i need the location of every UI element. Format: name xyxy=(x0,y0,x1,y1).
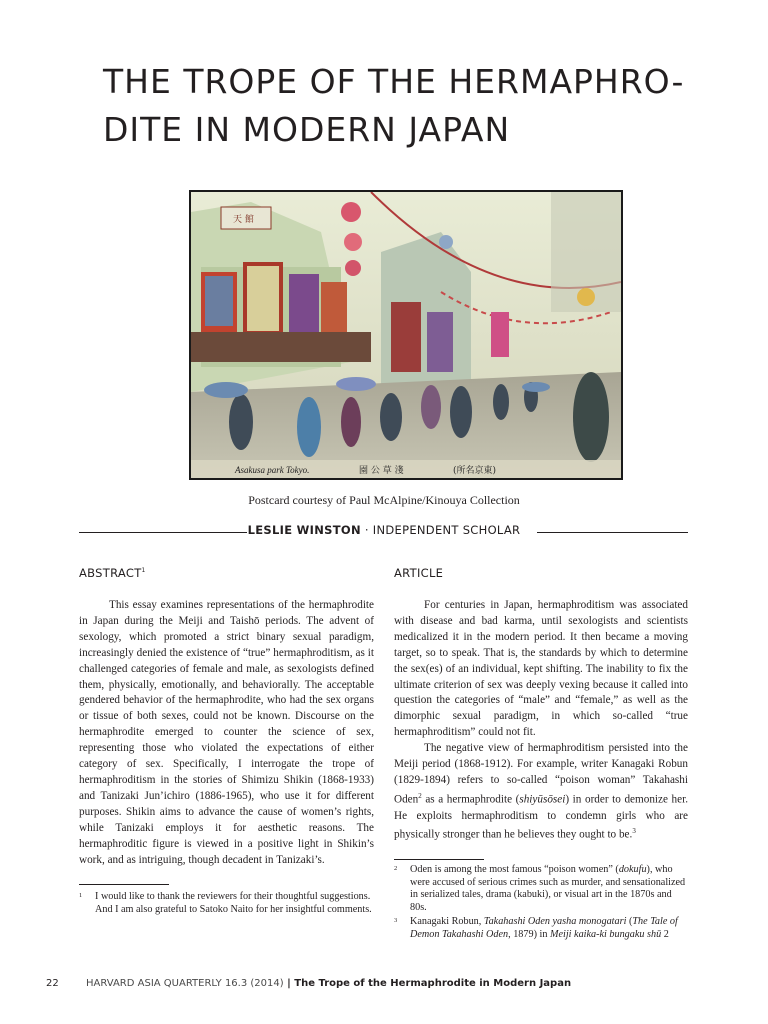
article-paragraph-1: For centuries in Japan, hermaphroditism was associated with disease and bad karma, until sexologists and scientists medicalized it in the modern period. It then became a moving target, so to speak. That is, the standards by which to determine the sex(es) of an individual, kept shifting. The inability to fix the ultimate criterion of sex was deeply vexing because it called into question the categories of “male” and “female,” as well as the dimorphic sexual paradigm, in which so-called “true hermaphroditism” could not fit. xyxy=(394,599,688,739)
title-line-2: DITE IN MODERN JAPAN xyxy=(103,110,511,149)
footnote-2-text xyxy=(394,864,688,914)
footer-separator: | xyxy=(283,978,295,989)
author-affiliation: INDEPENDENT SCHOLAR xyxy=(372,523,521,537)
abstract-paragraph: This essay examines representations of the hermaphrodite in Japan during the Meiji and Taishō periods. The advent of sexology, which promoted a strict binary sexual paradigm, increasingly denied the existence of “true” hermaphroditism, as it challenged categories of female and male, as sexologists defined them, physically, emotionally, and behaviorally. The acceptable gendered behavior of the hermaphrodite, who had the sex organs or tissue of both sexes, could not be known. Discourse on the hermaphrodite emerged to counter the science of sex, representing those who violated the expectations of either category of sex. Specifically, I interrogate the trope of hermaphroditism in the stories of Shimizu Shikin (1868-1933) and Tanizaki Jun’ichiro (1886-1965), who use it for different purposes. Shikin aims to advance the cause of women’s rights, while Tanizaki employs it for aesthetic reasons. The hermaphroditic figure is viewed in a positive light in Shikin’s work, and as intriguing, though decadent in Tanizaki’s. xyxy=(79,599,374,866)
p2-text-a: The negative view of hermaphroditism persisted into the Meiji period (1868-1912). For example, writer Kanagaki Robun (1829-1894) refers to so-called “poison woman” Takahashi Oden xyxy=(394,742,688,806)
running-footer xyxy=(86,978,571,989)
fn2-text-a: Oden is among the most famous “poison women” ( xyxy=(410,864,619,875)
footnote-3-text xyxy=(394,916,688,941)
article-body xyxy=(394,598,688,844)
photo-caption-middle: 園 公 草 淺 xyxy=(359,466,404,476)
byline-separator: · xyxy=(360,523,373,537)
fn3-text-d: 2 xyxy=(661,928,669,940)
article-title xyxy=(103,58,723,154)
author-name: LESLIE WINSTON xyxy=(247,523,361,537)
footnote-2-number: 2 xyxy=(394,865,398,872)
byline xyxy=(0,523,768,537)
fn2-text-b: ), who were accused of serious crimes such as murder, and sensationalized in serialized tales, drama (kabuki), or visual art in the 1870s and 80s. xyxy=(410,864,686,913)
footnote-1-text: I would like to thank the reviewers for their thoughtful suggestions. And I am also grateful to Satoko Naito for her insightful comments. xyxy=(95,891,372,915)
abstract-heading-text: ABSTRACT xyxy=(79,566,142,580)
abstract-body xyxy=(79,598,374,868)
p2-text-b: as a hermaphrodite ( xyxy=(421,793,520,806)
footnote-3 xyxy=(394,916,688,941)
footnote-3-number: 3 xyxy=(394,917,398,924)
fn3-title: Takahashi Oden yasha monogatari xyxy=(483,916,627,927)
photo-sign-text: 天 館 xyxy=(233,215,254,225)
fn3-text-b: ( xyxy=(626,916,633,927)
p2-term: shiyūsōsei xyxy=(519,793,566,806)
fn3-translation: The Tale of Demon Takahashi Oden xyxy=(410,916,678,940)
footnote-ref-2: 2 xyxy=(418,791,422,800)
title-line-1: THE TROPE OF THE HERMAPHRO- xyxy=(103,62,685,101)
p2-text-c: ) in order to demonize her. He exploits hermaphroditism to condemn girls who are physically stronger than he believes they ought to be. xyxy=(394,793,689,842)
footer-article-title: The Trope of the Hermaphrodite in Modern Japan xyxy=(294,978,572,989)
footnote-rule-right xyxy=(394,859,484,860)
footnote-1 xyxy=(79,891,374,916)
page-number: 22 xyxy=(46,978,59,989)
footnote-1-number: 1 xyxy=(79,892,83,899)
postcard-photo xyxy=(189,190,623,480)
footnote-ref-3: 3 xyxy=(632,827,636,836)
fn3-text-c: , 1879) in xyxy=(508,928,550,940)
journal-name: HARVARD ASIA QUARTERLY 16.3 (2014) xyxy=(86,978,284,989)
article-paragraph-2 xyxy=(394,741,688,844)
footnote-rule-left xyxy=(79,884,169,885)
fn3-text-a: Kanagaki Robun, xyxy=(410,916,484,927)
footnote-2 xyxy=(394,864,688,914)
abstract-heading xyxy=(79,566,146,580)
article-heading: ARTICLE xyxy=(394,566,444,580)
fn3-series: Meiji kaika-ki bungaku shū xyxy=(550,928,662,940)
photo-caption-right: (所名京東) xyxy=(453,466,497,476)
abstract-footnote-marker: 1 xyxy=(141,567,146,575)
fn2-term: dokufu xyxy=(618,864,647,875)
photo-caption-left: Asakusa park Tokyo. xyxy=(235,465,310,475)
photo-credit: Postcard courtesy of Paul McAlpine/Kinouya Collection xyxy=(248,493,520,507)
